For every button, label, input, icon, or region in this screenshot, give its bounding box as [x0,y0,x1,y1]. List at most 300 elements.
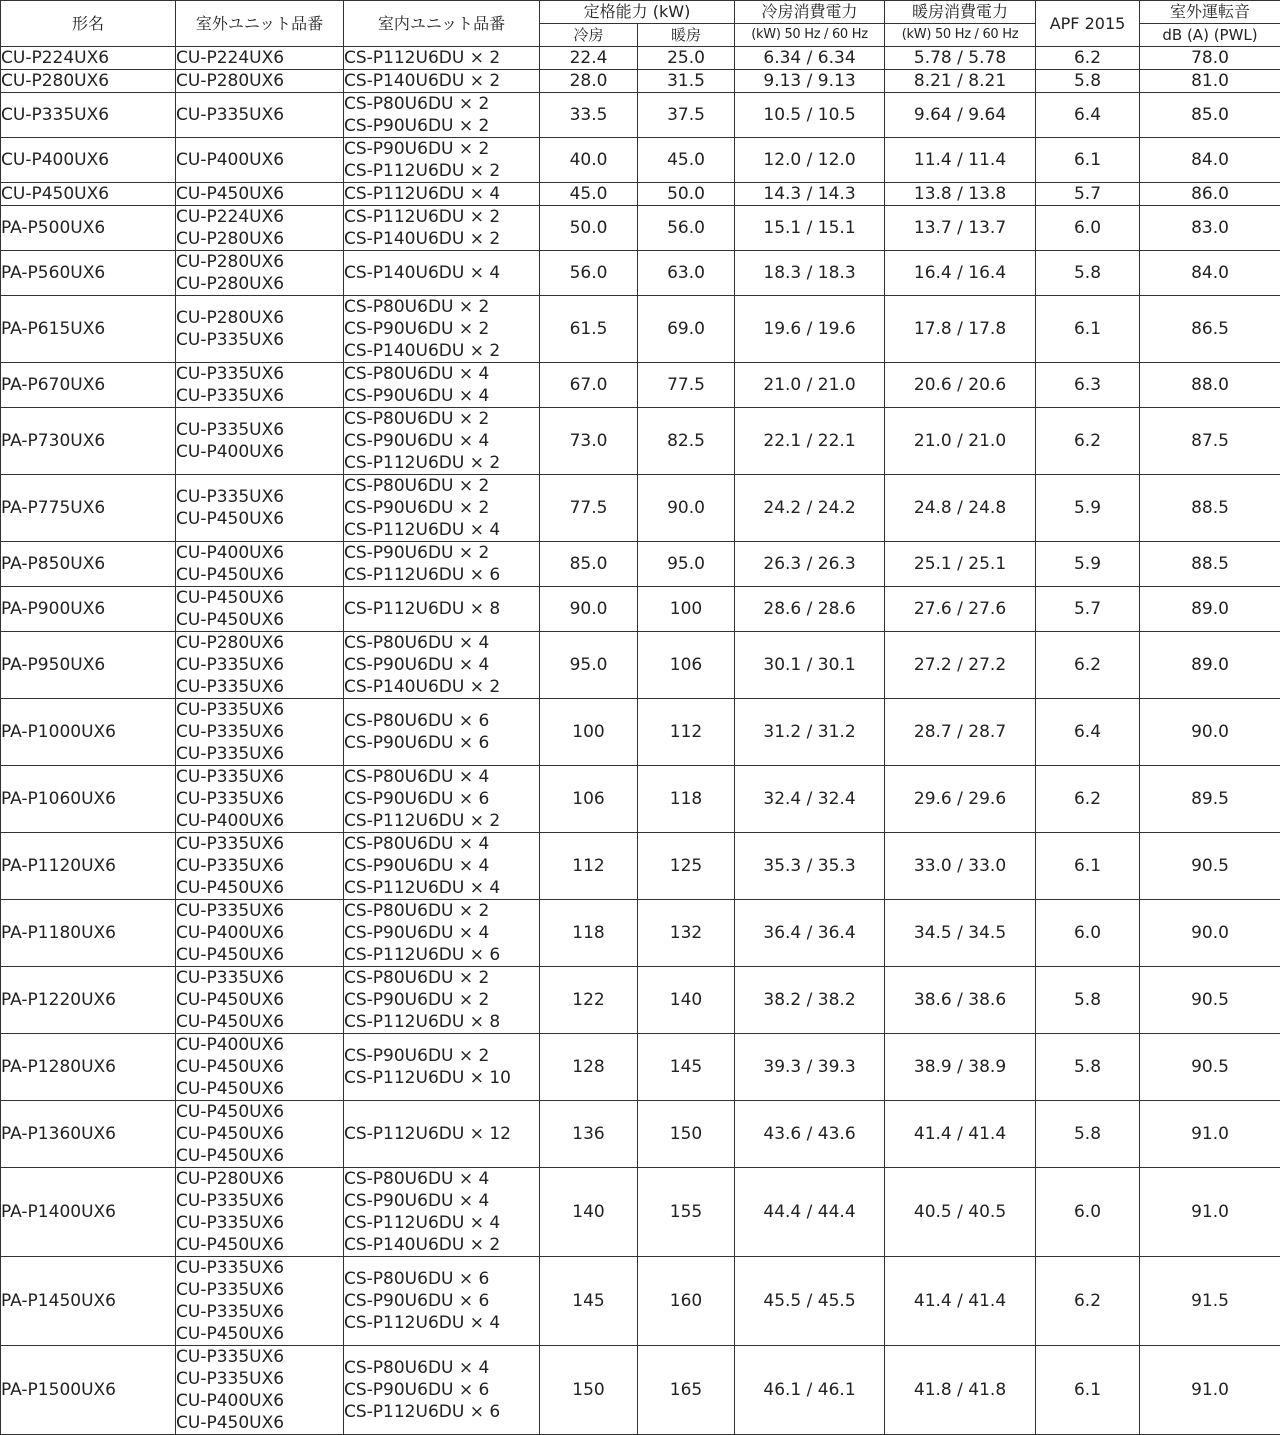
outdoor-unit-cell-line: CU-P335UX6 [176,1257,343,1279]
indoor-unit-cell-line: CS-P112U6DU × 8 [344,598,539,620]
cooling-power-cell: 38.2 / 38.2 [735,967,885,1034]
cooling-power-cell: 28.6 / 28.6 [735,587,885,632]
outdoor-unit-cell-line: CU-P450UX6 [176,508,343,530]
heating-power-cell: 5.78 / 5.78 [885,47,1036,70]
heating-capacity-cell: 25.0 [638,47,735,70]
outdoor-unit-cell-line: CU-P335UX6 [176,900,343,922]
cooling-power-cell: 44.4 / 44.4 [735,1168,885,1257]
indoor-unit-cell [344,475,540,542]
apf-cell: 6.0 [1036,206,1140,251]
outdoor-unit-cell-line: CU-P335UX6 [176,833,343,855]
heating-capacity-cell: 118 [638,766,735,833]
outdoor-unit-cell-line: CU-P280UX6 [176,632,343,654]
model-cell: PA-P1280UX6 [1,1034,176,1101]
table-row [1,47,1280,70]
outdoor-unit-cell-line: CU-P335UX6 [176,699,343,721]
outdoor-unit-cell-line: CU-P450UX6 [176,587,343,609]
outdoor-unit-cell-line: CU-P450UX6 [176,1101,343,1123]
cooling-capacity-cell: 100 [540,699,638,766]
outdoor-unit-cell-line: CU-P335UX6 [176,1368,343,1390]
outdoor-unit-cell [176,47,344,70]
indoor-unit-cell-line: CS-P90U6DU × 2 [344,542,539,564]
model-cell: PA-P615UX6 [1,296,176,363]
heating-power-cell: 40.5 / 40.5 [885,1168,1036,1257]
outdoor-unit-cell-line: CU-P335UX6 [176,1279,343,1301]
model-cell: CU-P280UX6 [1,70,176,93]
indoor-unit-cell-line: CS-P80U6DU × 2 [344,93,539,115]
model-cell: CU-P400UX6 [1,138,176,183]
table-row [1,1257,1280,1346]
table-row [1,93,1280,138]
heating-capacity-cell: 56.0 [638,206,735,251]
apf-cell: 6.1 [1036,833,1140,900]
heating-power-cell: 13.7 / 13.7 [885,206,1036,251]
heating-power-cell: 29.6 / 29.6 [885,766,1036,833]
indoor-unit-cell-line: CS-P90U6DU × 2 [344,989,539,1011]
noise-cell: 89.0 [1140,632,1280,699]
heating-power-cell: 13.8 / 13.8 [885,183,1036,206]
cooling-power-cell: 12.0 / 12.0 [735,138,885,183]
cooling-power-cell: 24.2 / 24.2 [735,475,885,542]
indoor-unit-cell [344,363,540,408]
header-row-1 [1,1,1280,24]
apf-cell: 5.8 [1036,1034,1140,1101]
heating-power-cell: 38.9 / 38.9 [885,1034,1036,1101]
outdoor-unit-cell [176,1168,344,1257]
noise-cell: 88.5 [1140,542,1280,587]
apf-cell: 6.2 [1036,1257,1140,1346]
outdoor-unit-cell [176,900,344,967]
heating-power-cell: 17.8 / 17.8 [885,296,1036,363]
heating-power-cell: 16.4 / 16.4 [885,251,1036,296]
outdoor-unit-cell [176,1257,344,1346]
cooling-capacity-cell: 145 [540,1257,638,1346]
outdoor-unit-cell-line: CU-P335UX6 [176,766,343,788]
noise-cell: 84.0 [1140,138,1280,183]
model-cell: CU-P224UX6 [1,47,176,70]
apf-cell: 6.1 [1036,296,1140,363]
cooling-capacity-cell: 106 [540,766,638,833]
indoor-unit-cell [344,833,540,900]
indoor-unit-cell-line: CS-P140U6DU × 2 [344,1234,539,1256]
noise-cell: 91.0 [1140,1101,1280,1168]
outdoor-unit-cell [176,766,344,833]
heating-capacity-cell: 132 [638,900,735,967]
outdoor-unit-cell [176,1034,344,1101]
model-cell: PA-P900UX6 [1,587,176,632]
cooling-power-cell: 45.5 / 45.5 [735,1257,885,1346]
outdoor-unit-cell-line: CU-P400UX6 [176,542,343,564]
outdoor-unit-cell [176,632,344,699]
table-row [1,1346,1280,1435]
heating-capacity-cell: 69.0 [638,296,735,363]
heating-capacity-cell: 112 [638,699,735,766]
cooling-capacity-cell: 33.5 [540,93,638,138]
indoor-unit-cell-line: CS-P90U6DU × 2 [344,497,539,519]
outdoor-unit-cell-line: CU-P450UX6 [176,1011,343,1033]
noise-cell: 87.5 [1140,408,1280,475]
indoor-unit-cell-line: CS-P90U6DU × 2 [344,318,539,340]
indoor-unit-cell-line: CS-P112U6DU × 6 [344,564,539,586]
header-heating-power-unit: (kW) 50 Hz / 60 Hz [885,24,1036,47]
indoor-unit-cell-line: CS-P140U6DU × 2 [344,228,539,250]
indoor-unit-cell-line: CS-P112U6DU × 12 [344,1123,539,1145]
model-cell: PA-P1360UX6 [1,1101,176,1168]
noise-cell: 90.5 [1140,1034,1280,1101]
cooling-power-cell: 14.3 / 14.3 [735,183,885,206]
indoor-unit-cell [344,900,540,967]
cooling-power-cell: 18.3 / 18.3 [735,251,885,296]
heating-capacity-cell: 100 [638,587,735,632]
apf-cell: 5.7 [1036,183,1140,206]
outdoor-unit-cell [176,70,344,93]
outdoor-unit-cell-line: CU-P400UX6 [176,1034,343,1056]
heating-capacity-cell: 82.5 [638,408,735,475]
cooling-capacity-cell: 22.4 [540,47,638,70]
outdoor-unit-cell [176,967,344,1034]
table-row [1,183,1280,206]
model-cell: PA-P1400UX6 [1,1168,176,1257]
indoor-unit-cell-line: CS-P80U6DU × 2 [344,900,539,922]
cooling-capacity-cell: 28.0 [540,70,638,93]
heating-power-cell: 34.5 / 34.5 [885,900,1036,967]
heating-capacity-cell: 63.0 [638,251,735,296]
apf-cell: 5.9 [1036,475,1140,542]
cooling-capacity-cell: 40.0 [540,138,638,183]
outdoor-unit-cell [176,93,344,138]
indoor-unit-cell-line: CS-P80U6DU × 4 [344,363,539,385]
cooling-power-cell: 32.4 / 32.4 [735,766,885,833]
heating-capacity-cell: 125 [638,833,735,900]
outdoor-unit-cell [176,138,344,183]
noise-cell: 86.5 [1140,296,1280,363]
heating-capacity-cell: 160 [638,1257,735,1346]
cooling-capacity-cell: 61.5 [540,296,638,363]
outdoor-unit-cell-line: CU-P335UX6 [176,419,343,441]
noise-cell: 85.0 [1140,93,1280,138]
apf-cell: 5.8 [1036,251,1140,296]
heating-power-cell: 41.4 / 41.4 [885,1257,1036,1346]
outdoor-unit-cell-line: CU-P335UX6 [176,363,343,385]
indoor-unit-cell [344,251,540,296]
cooling-capacity-cell: 90.0 [540,587,638,632]
indoor-unit-cell [344,138,540,183]
heating-power-cell: 21.0 / 21.0 [885,408,1036,475]
outdoor-unit-cell-line: CU-P335UX6 [176,1190,343,1212]
cooling-capacity-cell: 128 [540,1034,638,1101]
outdoor-unit-cell-line: CU-P450UX6 [176,1412,343,1434]
table-row [1,251,1280,296]
header-rated-capacity: 定格能力 (kW) [540,1,735,24]
heating-power-cell: 11.4 / 11.4 [885,138,1036,183]
header-apf: APF 2015 [1036,1,1140,47]
indoor-unit-cell-line: CS-P90U6DU × 4 [344,430,539,452]
model-cell: PA-P950UX6 [1,632,176,699]
noise-cell: 81.0 [1140,70,1280,93]
header-cooling-power: 冷房消費電力 [735,1,885,24]
outdoor-unit-cell-line: CU-P335UX6 [176,855,343,877]
cooling-power-cell: 21.0 / 21.0 [735,363,885,408]
indoor-unit-cell [344,93,540,138]
outdoor-unit-cell-line: CU-P280UX6 [176,273,343,295]
heating-capacity-cell: 106 [638,632,735,699]
cooling-power-cell: 10.5 / 10.5 [735,93,885,138]
header-heating: 暖房 [638,24,735,47]
indoor-unit-cell [344,632,540,699]
cooling-power-cell: 15.1 / 15.1 [735,206,885,251]
cooling-power-cell: 35.3 / 35.3 [735,833,885,900]
model-cell: PA-P775UX6 [1,475,176,542]
model-cell: PA-P730UX6 [1,408,176,475]
outdoor-unit-cell [176,542,344,587]
cooling-power-cell: 39.3 / 39.3 [735,1034,885,1101]
table-row [1,206,1280,251]
cooling-power-cell: 6.34 / 6.34 [735,47,885,70]
heating-capacity-cell: 165 [638,1346,735,1435]
outdoor-unit-cell-line: CU-P335UX6 [176,967,343,989]
outdoor-unit-cell-line: CU-P335UX6 [176,676,343,698]
indoor-unit-cell-line: CS-P80U6DU × 2 [344,296,539,318]
cooling-power-cell: 26.3 / 26.3 [735,542,885,587]
header-indoor-unit: 室内ユニット品番 [344,1,540,47]
table-row [1,699,1280,766]
outdoor-unit-cell-line: CU-P335UX6 [176,721,343,743]
apf-cell: 6.1 [1036,1346,1140,1435]
indoor-unit-cell-line: CS-P112U6DU × 6 [344,1401,539,1423]
apf-cell: 5.9 [1036,542,1140,587]
apf-cell: 6.2 [1036,408,1140,475]
cooling-capacity-cell: 50.0 [540,206,638,251]
noise-cell: 88.0 [1140,363,1280,408]
table-row [1,833,1280,900]
indoor-unit-cell-line: CS-P80U6DU × 4 [344,833,539,855]
indoor-unit-cell-line: CS-P80U6DU × 6 [344,710,539,732]
outdoor-unit-cell-line: CU-P400UX6 [176,441,343,463]
indoor-unit-cell-line: CS-P90U6DU × 6 [344,732,539,754]
heating-power-cell: 8.21 / 8.21 [885,70,1036,93]
cooling-power-cell: 30.1 / 30.1 [735,632,885,699]
indoor-unit-cell-line: CS-P90U6DU × 2 [344,1045,539,1067]
indoor-unit-cell-line: CS-P112U6DU × 2 [344,452,539,474]
cooling-capacity-cell: 45.0 [540,183,638,206]
indoor-unit-cell-line: CS-P90U6DU × 6 [344,788,539,810]
noise-cell: 90.5 [1140,833,1280,900]
outdoor-unit-cell-line: CU-P450UX6 [176,1323,343,1345]
cooling-capacity-cell: 122 [540,967,638,1034]
heating-capacity-cell: 95.0 [638,542,735,587]
indoor-unit-cell-line: CS-P80U6DU × 2 [344,967,539,989]
outdoor-unit-cell-line: CU-P450UX6 [176,609,343,631]
indoor-unit-cell-line: CS-P112U6DU × 10 [344,1067,539,1089]
heating-power-cell: 28.7 / 28.7 [885,699,1036,766]
cooling-power-cell: 22.1 / 22.1 [735,408,885,475]
indoor-unit-cell [344,1257,540,1346]
outdoor-unit-cell-line: CU-P335UX6 [176,104,343,126]
outdoor-unit-cell [176,363,344,408]
apf-cell: 6.4 [1036,699,1140,766]
model-cell: PA-P850UX6 [1,542,176,587]
outdoor-unit-cell-line: CU-P280UX6 [176,228,343,250]
indoor-unit-cell [344,1101,540,1168]
cooling-capacity-cell: 56.0 [540,251,638,296]
heating-power-cell: 27.6 / 27.6 [885,587,1036,632]
heating-capacity-cell: 50.0 [638,183,735,206]
outdoor-unit-cell [176,408,344,475]
outdoor-unit-cell-line: CU-P335UX6 [176,1212,343,1234]
noise-cell: 91.5 [1140,1257,1280,1346]
outdoor-unit-cell-line: CU-P450UX6 [176,1234,343,1256]
noise-cell: 91.0 [1140,1346,1280,1435]
cooling-capacity-cell: 112 [540,833,638,900]
apf-cell: 5.8 [1036,1101,1140,1168]
heating-power-cell: 24.8 / 24.8 [885,475,1036,542]
indoor-unit-cell [344,70,540,93]
indoor-unit-cell-line: CS-P112U6DU × 4 [344,1312,539,1334]
noise-cell: 90.0 [1140,699,1280,766]
outdoor-unit-cell-line: CU-P400UX6 [176,922,343,944]
outdoor-unit-cell [176,587,344,632]
indoor-unit-cell-line: CS-P80U6DU × 4 [344,766,539,788]
indoor-unit-cell [344,1346,540,1435]
header-model: 形名 [1,1,176,47]
heating-power-cell: 38.6 / 38.6 [885,967,1036,1034]
indoor-unit-cell-line: CS-P112U6DU × 6 [344,944,539,966]
outdoor-unit-cell-line: CU-P450UX6 [176,1145,343,1167]
model-cell: PA-P1000UX6 [1,699,176,766]
indoor-unit-cell-line: CS-P112U6DU × 4 [344,1212,539,1234]
outdoor-unit-cell-line: CU-P450UX6 [176,564,343,586]
cooling-capacity-cell: 73.0 [540,408,638,475]
apf-cell: 6.4 [1036,93,1140,138]
indoor-unit-cell-line: CS-P112U6DU × 4 [344,877,539,899]
table-row [1,475,1280,542]
indoor-unit-cell-line: CS-P112U6DU × 2 [344,47,539,69]
table-row [1,587,1280,632]
header-cooling: 冷房 [540,24,638,47]
cooling-capacity-cell: 95.0 [540,632,638,699]
indoor-unit-cell-line: CS-P80U6DU × 2 [344,408,539,430]
heating-capacity-cell: 77.5 [638,363,735,408]
table-row [1,296,1280,363]
outdoor-unit-cell [176,296,344,363]
apf-cell: 6.3 [1036,363,1140,408]
heating-power-cell: 41.4 / 41.4 [885,1101,1036,1168]
heating-capacity-cell: 140 [638,967,735,1034]
table-row [1,70,1280,93]
cooling-power-cell: 46.1 / 46.1 [735,1346,885,1435]
apf-cell: 6.2 [1036,632,1140,699]
outdoor-unit-cell [176,1346,344,1435]
indoor-unit-cell-line: CS-P90U6DU × 4 [344,1190,539,1212]
indoor-unit-cell-line: CS-P112U6DU × 2 [344,206,539,228]
outdoor-unit-cell-line: CU-P224UX6 [176,47,343,69]
table-row [1,408,1280,475]
table-row [1,1034,1280,1101]
table-row [1,900,1280,967]
model-cell: PA-P500UX6 [1,206,176,251]
indoor-unit-cell-line: CS-P90U6DU × 2 [344,138,539,160]
indoor-unit-cell [344,1168,540,1257]
apf-cell: 5.8 [1036,70,1140,93]
indoor-unit-cell-line: CS-P90U6DU × 2 [344,115,539,137]
noise-cell: 86.0 [1140,183,1280,206]
outdoor-unit-cell-line: CU-P450UX6 [176,989,343,1011]
indoor-unit-cell-line: CS-P90U6DU × 4 [344,922,539,944]
indoor-unit-cell-line: CS-P140U6DU × 2 [344,70,539,92]
outdoor-unit-cell-line: CU-P335UX6 [176,788,343,810]
header-heating-power: 暖房消費電力 [885,1,1036,24]
heating-power-cell: 41.8 / 41.8 [885,1346,1036,1435]
outdoor-unit-cell-line: CU-P335UX6 [176,385,343,407]
outdoor-unit-cell-line: CU-P280UX6 [176,70,343,92]
cooling-power-cell: 19.6 / 19.6 [735,296,885,363]
heating-capacity-cell: 90.0 [638,475,735,542]
noise-cell: 83.0 [1140,206,1280,251]
model-cell: PA-P1500UX6 [1,1346,176,1435]
outdoor-unit-cell [176,1101,344,1168]
cooling-capacity-cell: 140 [540,1168,638,1257]
indoor-unit-cell [344,542,540,587]
model-cell: PA-P1120UX6 [1,833,176,900]
indoor-unit-cell [344,766,540,833]
heating-capacity-cell: 31.5 [638,70,735,93]
noise-cell: 89.5 [1140,766,1280,833]
outdoor-unit-cell [176,475,344,542]
outdoor-unit-cell-line: CU-P335UX6 [176,1301,343,1323]
outdoor-unit-cell-line: CU-P335UX6 [176,743,343,765]
apf-cell: 6.0 [1036,900,1140,967]
indoor-unit-cell-line: CS-P90U6DU × 6 [344,1290,539,1312]
model-cell: PA-P670UX6 [1,363,176,408]
cooling-capacity-cell: 150 [540,1346,638,1435]
indoor-unit-cell [344,206,540,251]
outdoor-unit-cell-line: CU-P335UX6 [176,486,343,508]
outdoor-unit-cell-line: CU-P400UX6 [176,149,343,171]
indoor-unit-cell [344,47,540,70]
outdoor-unit-cell [176,183,344,206]
noise-cell: 90.5 [1140,967,1280,1034]
model-cell: PA-P1220UX6 [1,967,176,1034]
cooling-power-cell: 36.4 / 36.4 [735,900,885,967]
indoor-unit-cell [344,183,540,206]
model-cell: PA-P1450UX6 [1,1257,176,1346]
indoor-unit-cell-line: CS-P80U6DU × 4 [344,1168,539,1190]
indoor-unit-cell-line: CS-P80U6DU × 4 [344,1357,539,1379]
header-noise: 室外運転音 [1140,1,1280,24]
indoor-unit-cell [344,967,540,1034]
model-cell: PA-P1060UX6 [1,766,176,833]
indoor-unit-cell-line: CS-P140U6DU × 4 [344,262,539,284]
indoor-unit-cell-line: CS-P90U6DU × 4 [344,654,539,676]
cooling-capacity-cell: 67.0 [540,363,638,408]
table-row [1,632,1280,699]
indoor-unit-cell-line: CS-P140U6DU × 2 [344,676,539,698]
outdoor-unit-cell-line: CU-P335UX6 [176,654,343,676]
indoor-unit-cell [344,699,540,766]
table-row [1,138,1280,183]
indoor-unit-cell-line: CS-P112U6DU × 4 [344,183,539,205]
noise-cell: 90.0 [1140,900,1280,967]
heating-power-cell: 20.6 / 20.6 [885,363,1036,408]
outdoor-unit-cell-line: CU-P335UX6 [176,329,343,351]
heating-power-cell: 33.0 / 33.0 [885,833,1036,900]
noise-cell: 89.0 [1140,587,1280,632]
outdoor-unit-cell-line: CU-P280UX6 [176,251,343,273]
heating-capacity-cell: 155 [638,1168,735,1257]
outdoor-unit-cell-line: CU-P280UX6 [176,1168,343,1190]
outdoor-unit-cell [176,251,344,296]
model-cell: CU-P450UX6 [1,183,176,206]
